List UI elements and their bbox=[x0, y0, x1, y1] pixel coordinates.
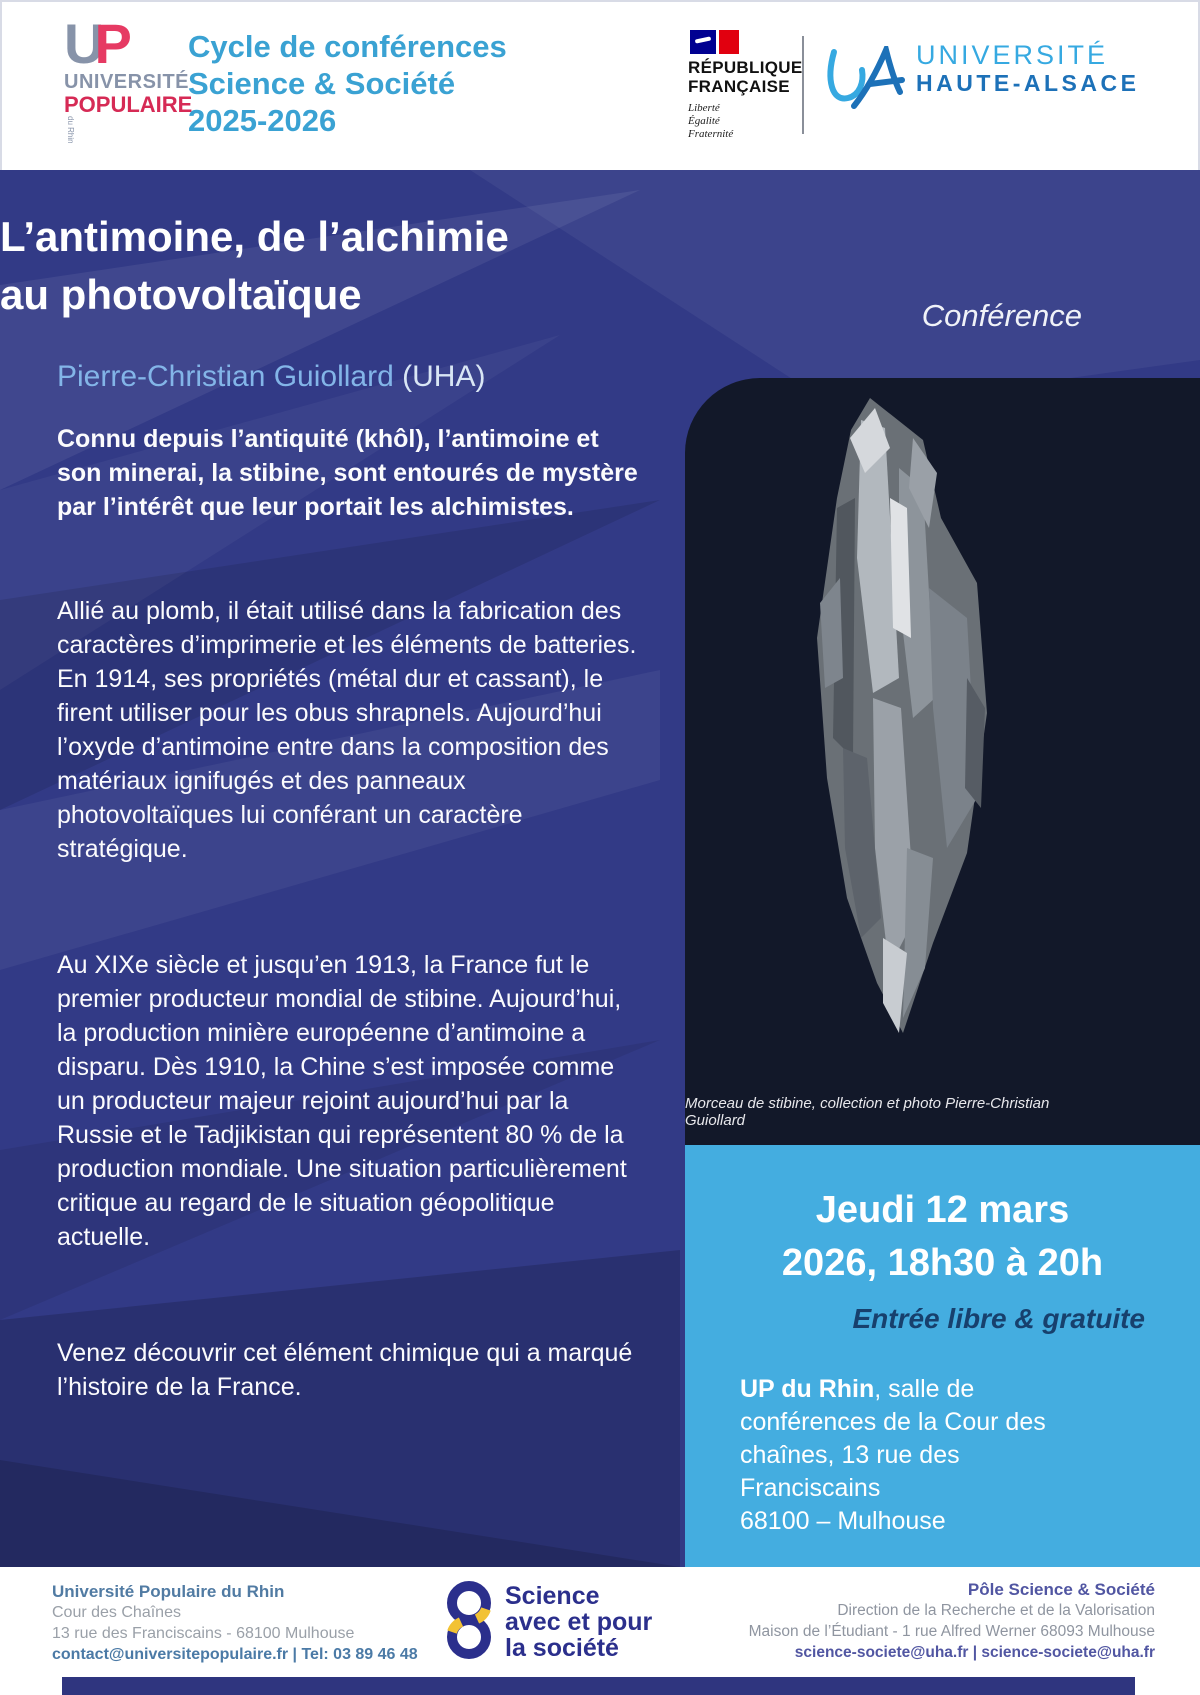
event-entry: Entrée libre & gratuite bbox=[852, 1303, 1145, 1334]
photo-caption: Morceau de stibine, collection et photo Pierre-Christian Guiollard bbox=[685, 1095, 1050, 1129]
science-societe-logo-text bbox=[505, 1583, 652, 1661]
paragraph-intro: Connu depuis l’antiquité (khôl), l’antimoine et son minerai, la stibine, sont entourés de mystère par l’intérêt que leur portait les alchimistes. bbox=[57, 425, 638, 521]
universite-populaire-logo bbox=[64, 12, 193, 149]
footer-right-block bbox=[749, 1579, 1155, 1663]
conference-label: Conférence bbox=[921, 298, 1082, 333]
stibine-photo bbox=[685, 378, 1200, 1145]
footer-left-title: Université Populaire du Rhin bbox=[52, 1582, 285, 1601]
up-logo-u: U bbox=[64, 12, 95, 75]
footer-right-contact: science-societe@uha.fr | science-societe@uha.fr bbox=[794, 1644, 1155, 1661]
venue-line1-rest: , salle de bbox=[874, 1375, 975, 1403]
french-flag-icon bbox=[690, 30, 798, 54]
footer-right-title: Pôle Science & Société bbox=[967, 1580, 1155, 1599]
science-societe-line3: la société bbox=[505, 1634, 619, 1662]
uha-line2: HAUTE-ALSACE bbox=[916, 70, 1140, 96]
science-societe-line2: avec et pour bbox=[505, 1608, 653, 1636]
footer-left-contact: contact@universitepopulaire.fr | Tel: 03 89 46 48 bbox=[52, 1646, 418, 1663]
venue-line-2: conférences de la Cour des bbox=[740, 1408, 1046, 1436]
speaker-name: Pierre-Christian Guiollard bbox=[57, 360, 394, 393]
up-logo-subtext: du Rhin bbox=[66, 116, 75, 144]
rf-motto-3: Fraternité bbox=[688, 128, 734, 140]
footer-left-line2: 13 rue des Franciscains - 68100 Mulhouse bbox=[52, 1625, 355, 1642]
footer-right-line1: Direction de la Recherche et de la Valorisation bbox=[837, 1602, 1155, 1619]
footer-right-line2: Maison de l’Étudiant - 1 rue Alfred Werner 68093 Mulhouse bbox=[748, 1623, 1155, 1640]
footer-left-line1: Cour des Chaînes bbox=[52, 1604, 181, 1621]
venue-city: 68100 – Mulhouse bbox=[740, 1507, 946, 1535]
rf-motto-1: Liberté bbox=[688, 102, 720, 114]
up-logo-line2: POPULAIRE bbox=[64, 92, 193, 117]
science-societe-logo-icon bbox=[438, 1577, 500, 1674]
event-date-line2: 2026, 18h30 à 20h bbox=[781, 1242, 1104, 1284]
venue-line-4: Franciscains bbox=[740, 1474, 881, 1502]
speaker-affiliation: (UHA) bbox=[402, 360, 486, 393]
stibine-photo-box bbox=[685, 378, 1200, 1145]
event-date-line1: Jeudi 12 mars bbox=[815, 1189, 1070, 1231]
paragraph-invitation: Venez découvrir cet élément chimique qui a marqué l’histoire de la France. bbox=[57, 1339, 633, 1401]
rf-motto-2: Égalité bbox=[688, 115, 720, 127]
cycle-line-2: Science & Société bbox=[188, 66, 456, 101]
cycle-line-3: 2025-2026 bbox=[188, 103, 337, 138]
title-line-2: au photovoltaïque bbox=[0, 271, 362, 318]
up-logo-p: P bbox=[94, 12, 122, 75]
uha-line1: UNIVERSITÉ bbox=[916, 40, 1109, 70]
uha-logo bbox=[824, 40, 1139, 97]
venue-name: UP du Rhin bbox=[740, 1375, 875, 1403]
paragraph-history: Allié au plomb, il était utilisé dans la fabrication des caractères d’imprimerie et les éléments de batteries. En 1914, ses propriétés (métal dur et cassant), le firent utiliser pour les obus shrapnels. Aujourd’hui l’oxyde d’antimoine entre dans la composition des matériaux ignifugés et des panneaux photovoltaïques lui conférant un caractère stratégique. bbox=[57, 597, 637, 863]
venue-line-3: chaînes, 13 rue des bbox=[740, 1441, 960, 1469]
poster-title bbox=[0, 208, 600, 324]
science-societe-line1: Science bbox=[505, 1582, 600, 1610]
header bbox=[0, 0, 1200, 170]
cycle-line-1: Cycle de conférences bbox=[188, 29, 507, 64]
footer-left-block bbox=[52, 1581, 418, 1665]
header-divider bbox=[802, 36, 804, 134]
rf-line2: FRANÇAISE bbox=[688, 77, 790, 96]
cycle-title bbox=[188, 28, 507, 139]
title-line-1: L’antimoine, de l’alchimie bbox=[0, 213, 509, 260]
up-logo-icon bbox=[64, 12, 184, 75]
event-venue bbox=[740, 1373, 1046, 1538]
rf-line1: RÉPUBLIQUE bbox=[688, 58, 803, 77]
speaker-line bbox=[57, 360, 485, 394]
up-logo-line1: UNIVERSITÉ bbox=[64, 71, 190, 93]
paragraph-production: Au XIXe siècle et jusqu’en 1913, la France fut le premier producteur mondial de stibine. Aujourd’hui, la production minière européenne d’antimoine a disparu. Dès 1910, la Chine s’est imposée comme un producteur majeur rejoint aujourd’hui par la Russie et le Tadjikistan qui représentent 80 % de la production mondiale. Une situation particulièrement critique au regard de le situation géopolitique actuelle. bbox=[57, 951, 627, 1251]
uha-logo-icon bbox=[824, 46, 910, 115]
bottom-bar bbox=[62, 1677, 1135, 1695]
main-section bbox=[0, 170, 1200, 1567]
event-box bbox=[685, 1145, 1200, 1567]
footer bbox=[0, 1567, 1200, 1695]
republique-francaise-logo bbox=[688, 30, 803, 141]
